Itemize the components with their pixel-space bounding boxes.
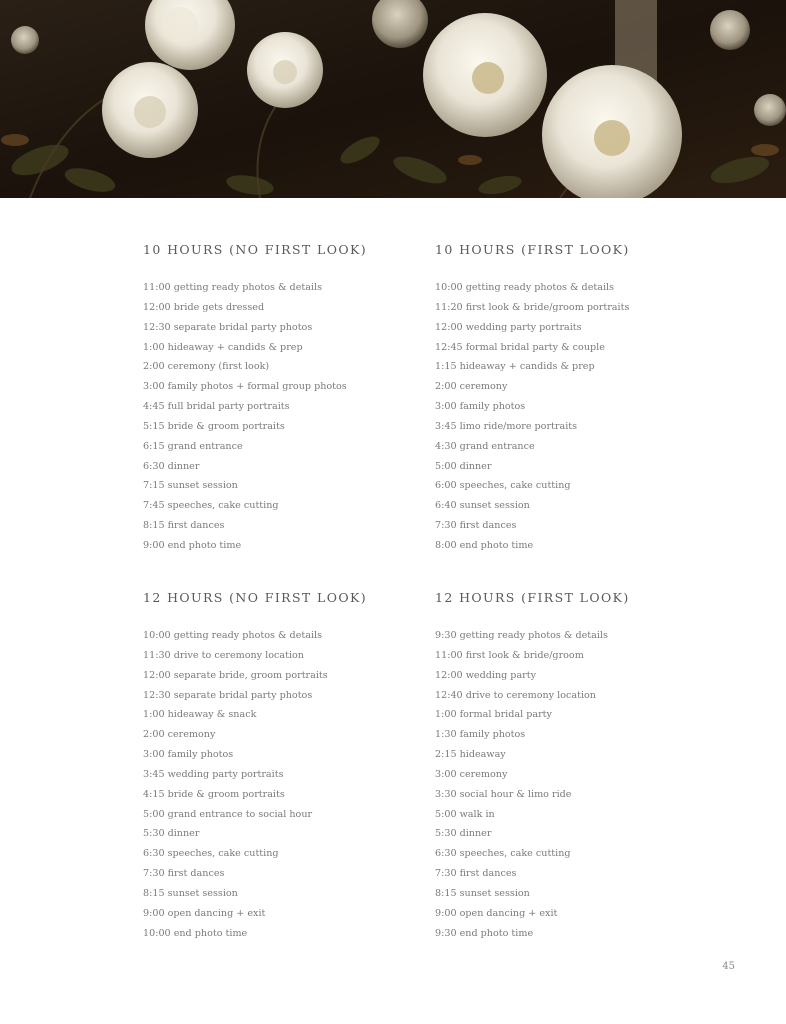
page-number: 45 [722,961,735,972]
timeline-item: 8:15 sunset session [143,887,238,899]
timeline-item: 12:40 drive to ceremony location [435,689,596,701]
timeline-item: 9:30 end photo time [435,927,534,939]
timeline-item: 10:00 getting ready photos & details [143,630,323,641]
timeline-list [435,626,725,944]
schedule-section-12h-first-look [435,590,725,944]
timeline-item: 4:30 grand entrance [435,440,535,452]
hero-floral-photo [0,0,786,198]
timeline-item: 11:20 first look & bride/groom portraits [435,301,630,313]
timeline-item: 9:00 open dancing + exit [143,907,266,919]
timeline-item: 1:00 hideaway & snack [143,709,257,721]
timeline-item: 5:30 dinner [435,828,492,840]
section-title: 12 HOURS (FIRST LOOK) [435,590,630,605]
timeline-item: 11:00 first look & bride/groom [435,649,584,661]
timeline-item: 11:30 drive to ceremony location [143,649,304,661]
schedule-section-12h-no-first-look [143,590,433,944]
timeline-item: 4:15 bride & groom portraits [143,788,285,800]
timeline-item: 12:00 separate bride, groom portraits [143,669,328,681]
timeline-item: 8:15 sunset session [435,887,530,899]
timeline-item: 1:15 hideaway + candids & prep [435,361,595,373]
section-title: 12 HOURS (NO FIRST LOOK) [143,590,368,605]
timeline-item: 3:45 limo ride/more portraits [435,420,578,432]
timeline-item: 5:30 dinner [143,828,200,840]
timeline-item: 1:00 formal bridal party [435,709,552,721]
timeline-item: 9:00 end photo time [143,539,242,551]
timeline-item: 5:00 walk in [435,808,495,820]
timeline-item: 12:30 separate bridal party photos [143,321,313,333]
timeline-item: 1:30 family photos [435,729,526,741]
timeline-item: 6:30 dinner [143,460,200,472]
timeline-item: 1:00 hideaway + candids & prep [143,341,303,353]
timeline-item: 3:00 family photos [143,749,234,761]
timeline-item: 7:30 first dances [435,520,517,532]
section-title: 10 HOURS (NO FIRST LOOK) [143,242,368,257]
timeline-item: 3:45 wedding party portraits [143,768,284,780]
timeline-item: 12:00 wedding party [435,669,537,681]
timeline-item: 10:00 getting ready photos & details [435,282,615,293]
timeline-item: 12:00 wedding party portraits [435,321,582,333]
timeline-item: 4:45 full bridal party portraits [143,401,290,413]
timeline-item: 2:00 ceremony (first look) [143,361,270,373]
timeline-list [143,278,433,556]
timeline-item: 5:00 grand entrance to social hour [143,808,313,820]
timeline-item: 3:00 family photos [435,401,526,413]
timeline-item: 5:15 bride & groom portraits [143,420,285,432]
timeline-list [143,626,433,944]
timeline-item: 3:00 family photos + formal group photos [143,381,347,393]
timeline-item: 9:00 open dancing + exit [435,907,558,919]
timeline-item: 8:15 first dances [143,520,225,532]
timeline-item: 6:15 grand entrance [143,440,243,452]
timeline-item: 2:00 ceremony [435,381,508,393]
timeline-list [435,278,725,556]
section-title: 10 HOURS (FIRST LOOK) [435,242,630,257]
timeline-item: 7:30 first dances [435,868,517,880]
timeline-item: 9:30 getting ready photos & details [435,630,608,641]
schedule-section-10h-no-first-look [143,242,433,556]
timeline-item: 11:00 getting ready photos & details [143,282,323,293]
timeline-item: 3:30 social hour & limo ride [435,788,572,800]
timeline-item: 8:00 end photo time [435,539,534,551]
timeline-item: 12:45 formal bridal party & couple [435,341,605,353]
timeline-item: 7:45 speeches, cake cutting [143,500,279,512]
timeline-item: 12:00 bride gets dressed [143,301,265,313]
timeline-item: 5:00 dinner [435,460,492,472]
timeline-item: 7:15 sunset session [143,480,238,492]
timeline-item: 2:00 ceremony [143,729,216,741]
schedule-section-10h-first-look [435,242,725,556]
timeline-item: 6:30 speeches, cake cutting [143,848,279,860]
timeline-item: 10:00 end photo time [143,927,248,939]
timeline-item: 3:00 ceremony [435,768,508,780]
timeline-item: 6:00 speeches, cake cutting [435,480,571,492]
timeline-item: 6:40 sunset session [435,500,530,512]
timeline-item: 7:30 first dances [143,868,225,880]
timeline-item: 2:15 hideaway [435,749,506,761]
timeline-item: 6:30 speeches, cake cutting [435,848,571,860]
timeline-item: 12:30 separate bridal party photos [143,689,313,701]
